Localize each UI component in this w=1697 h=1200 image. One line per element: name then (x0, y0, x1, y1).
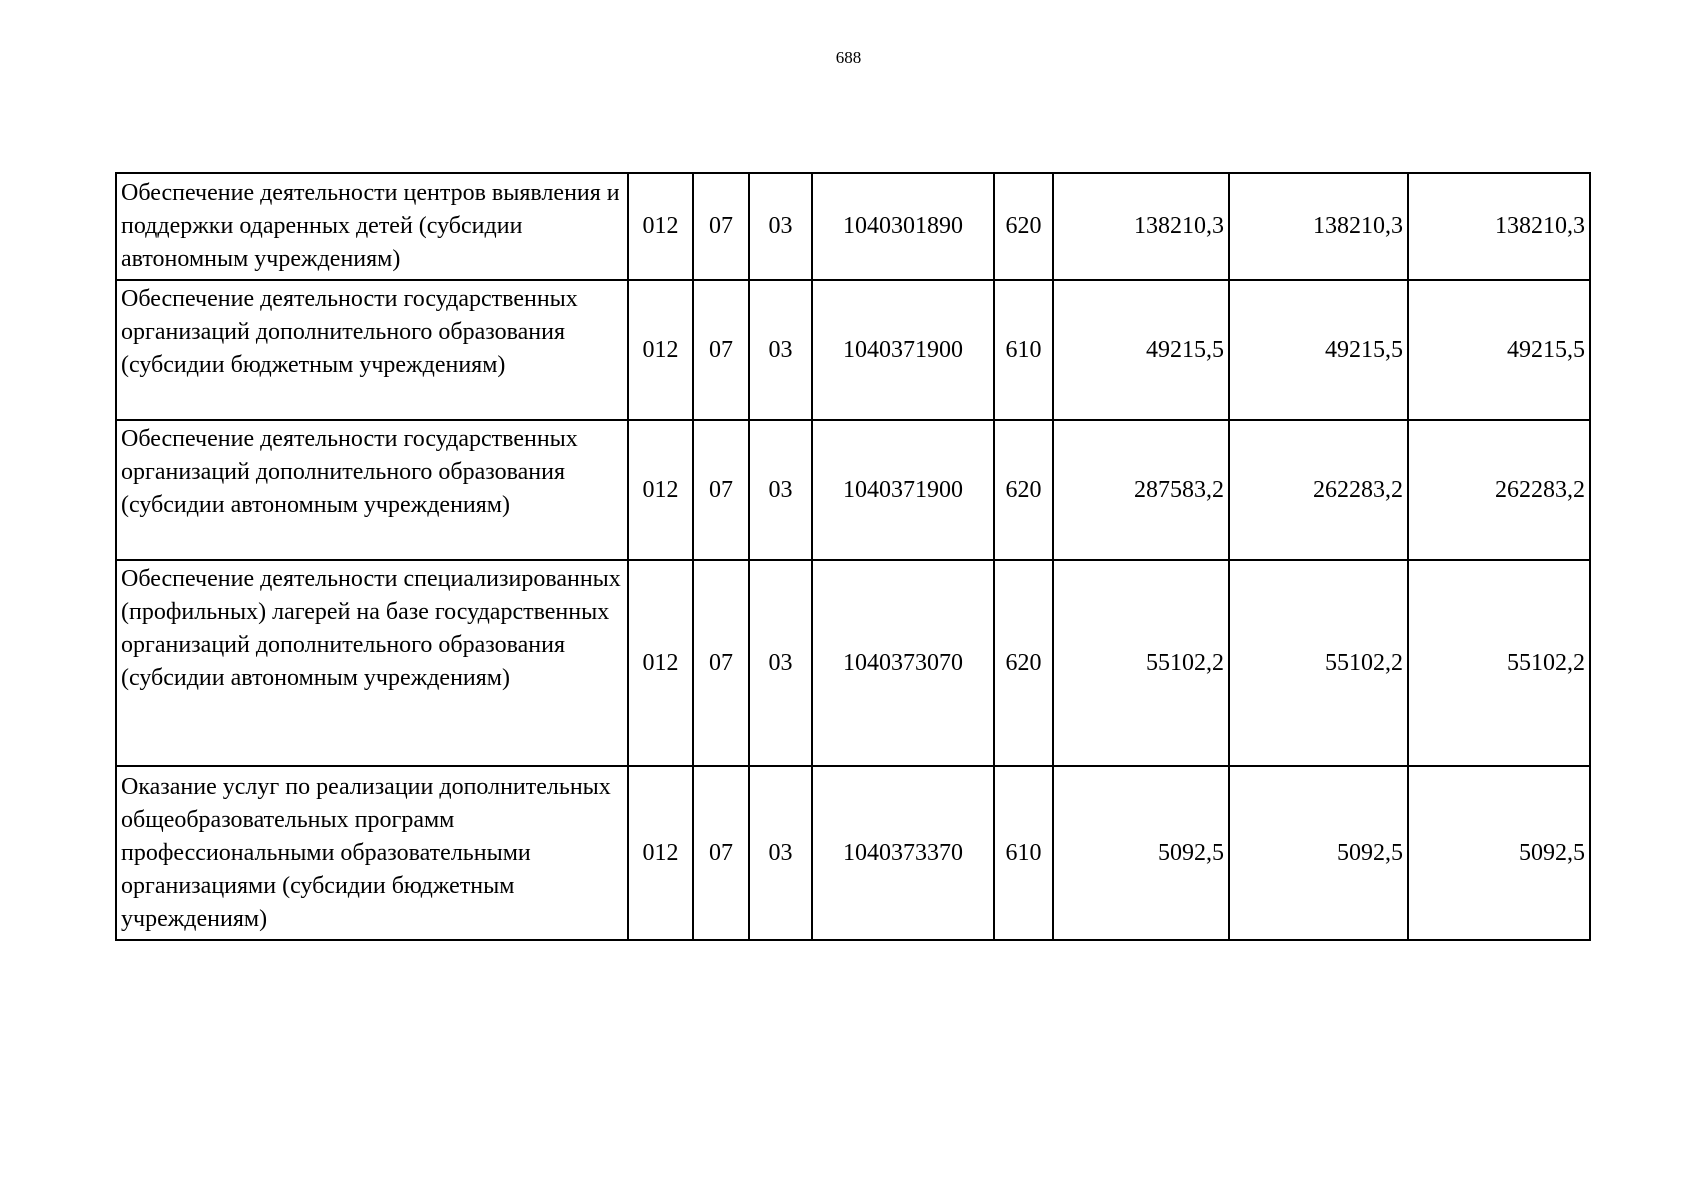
budget-table (115, 172, 1591, 941)
subsection-code: 03 (749, 560, 812, 766)
amount-value-2: 262283,2 (1229, 420, 1408, 560)
table-row (116, 280, 1590, 420)
subsection-code: 03 (749, 420, 812, 560)
amount-value-1: 287583,2 (1053, 420, 1229, 560)
expense-description: Обеспечение деятельности государственных организаций дополнительного образования (субсидии автономным учреждениям) (116, 420, 628, 560)
section-code: 07 (693, 280, 749, 420)
amount-value-2: 49215,5 (1229, 280, 1408, 420)
target-article-code: 1040371900 (812, 420, 994, 560)
amount-value-3: 55102,2 (1408, 560, 1590, 766)
target-article-code: 1040373070 (812, 560, 994, 766)
expense-type-code: 620 (994, 173, 1053, 280)
section-code: 07 (693, 173, 749, 280)
table-row (116, 173, 1590, 280)
expense-type-code: 610 (994, 280, 1053, 420)
section-code: 07 (693, 560, 749, 766)
table-row (116, 420, 1590, 560)
table-row (116, 560, 1590, 766)
subsection-code: 03 (749, 280, 812, 420)
amount-value-1: 55102,2 (1053, 560, 1229, 766)
expense-description: Обеспечение деятельности специализированных (профильных) лагерей на базе государственных организаций дополнительного образования (субсидии автономным учреждениям) (116, 560, 628, 766)
expense-description: Обеспечение деятельности государственных организаций дополнительного образования (субсидии бюджетным учреждениям) (116, 280, 628, 420)
target-article-code: 1040371900 (812, 280, 994, 420)
target-article-code: 1040301890 (812, 173, 994, 280)
expense-description: Обеспечение деятельности центров выявления и поддержки одаренных детей (субсидии автономным учреждениям) (116, 173, 628, 280)
expense-type-code: 620 (994, 420, 1053, 560)
subsection-code: 03 (749, 173, 812, 280)
amount-value-2: 5092,5 (1229, 766, 1408, 940)
expense-description: Оказание услуг по реализации дополнительных общеобразовательных программ профессиональными образовательными организациями (субсидии бюджетным учреждениям) (116, 766, 628, 940)
table-row (116, 766, 1590, 940)
ministry-code: 012 (628, 173, 693, 280)
expense-type-code: 610 (994, 766, 1053, 940)
ministry-code: 012 (628, 280, 693, 420)
amount-value-2: 138210,3 (1229, 173, 1408, 280)
amount-value-1: 49215,5 (1053, 280, 1229, 420)
amount-value-1: 5092,5 (1053, 766, 1229, 940)
subsection-code: 03 (749, 766, 812, 940)
ministry-code: 012 (628, 766, 693, 940)
target-article-code: 1040373370 (812, 766, 994, 940)
ministry-code: 012 (628, 420, 693, 560)
ministry-code: 012 (628, 560, 693, 766)
page-number: 688 (835, 48, 862, 67)
amount-value-3: 49215,5 (1408, 280, 1590, 420)
amount-value-1: 138210,3 (1053, 173, 1229, 280)
amount-value-3: 262283,2 (1408, 420, 1590, 560)
amount-value-2: 55102,2 (1229, 560, 1408, 766)
expense-type-code: 620 (994, 560, 1053, 766)
amount-value-3: 5092,5 (1408, 766, 1590, 940)
section-code: 07 (693, 766, 749, 940)
amount-value-3: 138210,3 (1408, 173, 1590, 280)
section-code: 07 (693, 420, 749, 560)
